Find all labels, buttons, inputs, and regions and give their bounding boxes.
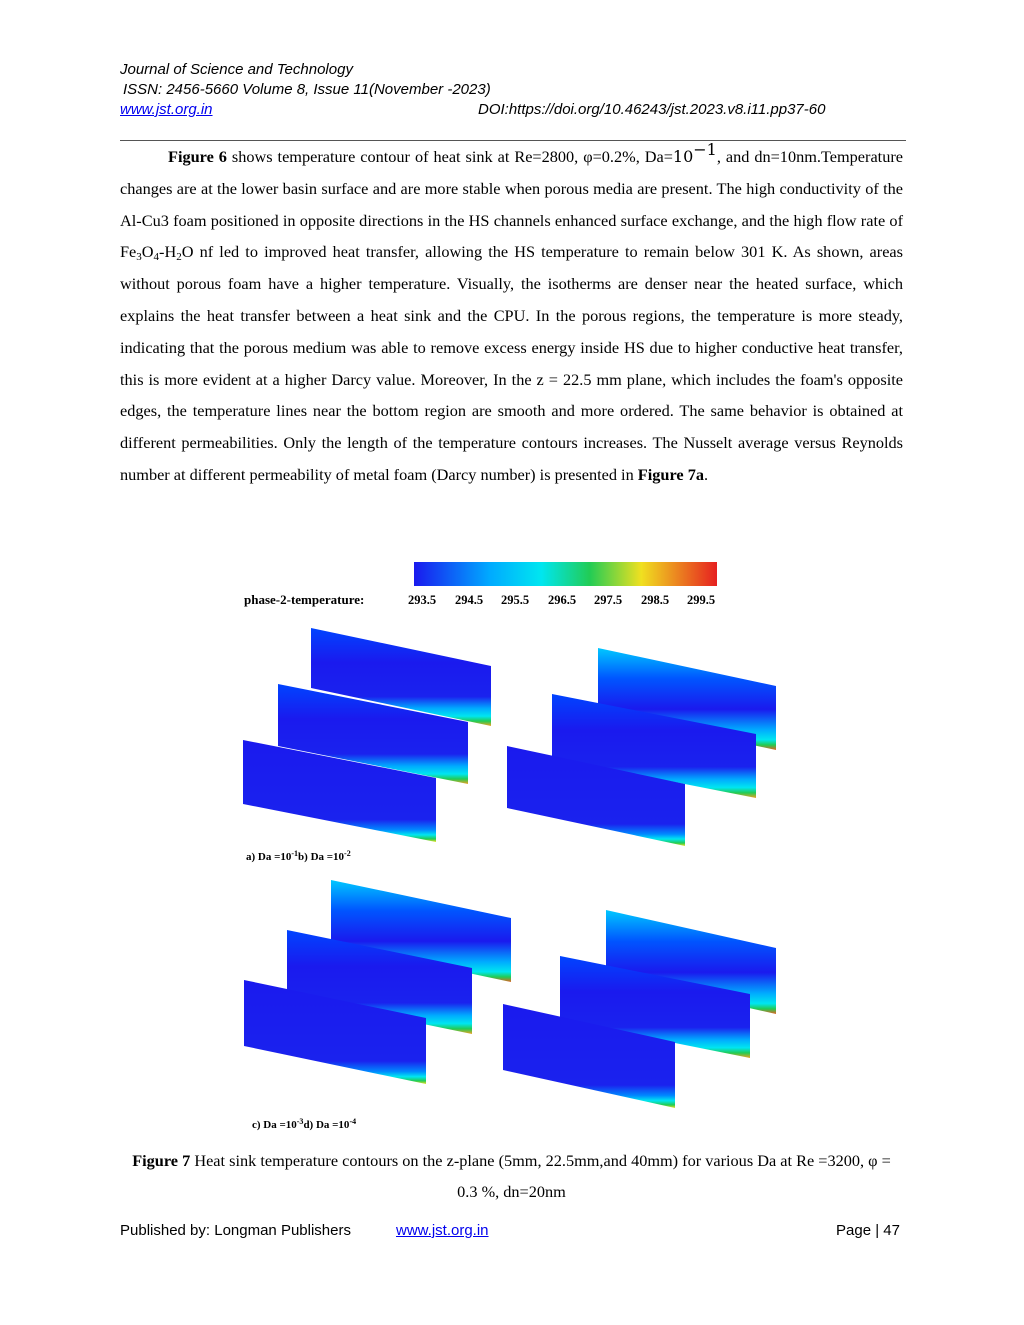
label-panel-ab: a) $Da =10^{-1}b$) $Da =10^{-2}$	[246, 849, 351, 863]
caption-figure-ref: Figure 7	[132, 1151, 191, 1170]
doi-text: DOI:https://doi.org/10.46243/jst.2023.v8.i11.pp37-60	[478, 101, 826, 118]
legend-tick: 293.5	[408, 593, 437, 607]
figure-7a-reference: Figure 7a	[637, 464, 704, 484]
caption-text: Heat sink temperature contours on the z-plane (5mm, 22.5mm,and 40mm) for various Da at Re =3200, φ = 0.3 %, dn=20nm	[190, 1151, 891, 1201]
legend-tick: 297.5	[594, 593, 623, 607]
publisher: Published by: Longman Publishers	[120, 1222, 351, 1239]
journal-website-link[interactable]: www.jst.org.in	[120, 101, 213, 118]
paragraph-text-1: shows temperature contour of heat sink at Re=2800, φ=0.2%, Da=	[226, 147, 673, 166]
page-number: Page | 47	[836, 1222, 900, 1239]
figure-6-reference: Figure 6	[168, 147, 227, 166]
footer-website-link[interactable]: www.jst.org.in	[396, 1222, 489, 1239]
legend-tick: 295.5	[501, 593, 530, 607]
legend-tick: 298.5	[641, 593, 670, 607]
journal-name: Journal of Science and Technology	[120, 61, 353, 78]
temperature-contour-figure	[236, 558, 776, 1133]
label-panel-cd: c) $Da =10^{-3}d$) $Da =10^{-4}$	[252, 1117, 357, 1131]
legend-tick: 299.5	[687, 593, 716, 607]
legend-title: phase-2-temperature:	[244, 592, 365, 607]
legend-tick: 296.5	[548, 593, 577, 607]
darcy-value: 10	[672, 147, 694, 166]
contour-panel-a	[243, 628, 491, 842]
paragraph-end: .	[703, 464, 709, 484]
formula-o: O	[141, 242, 154, 262]
color-legend-bar	[414, 562, 717, 586]
subscript-3: 3	[136, 251, 142, 264]
page-footer	[120, 1222, 900, 1244]
contour-panel-c	[244, 880, 511, 1084]
paragraph-text-2: , and dn=10nm.Temperature changes are at the lower basin surface and are more stable when porous media are present. The high conductivity of the Al-Cu3 foam positioned in opposite directions in the HS channels enhanced surface exchange, and the high flow rate of Fe	[120, 147, 903, 262]
darcy-exponent: −1	[693, 140, 717, 159]
legend-ticks	[408, 593, 715, 607]
legend-tick: 294.5	[455, 593, 484, 607]
contour-panel-d	[503, 910, 776, 1108]
formula-h: -H	[159, 242, 177, 262]
subscript-4: 4	[153, 251, 160, 264]
subscript-2: 2	[176, 251, 182, 264]
paragraph-text-3: O nf led to improved heat transfer, allowing the HS temperature to remain below 301 K. As shown, areas without porous foam have a higher temperature. Visually, the isotherms are denser near the heated surface, which explains the heat transfer between a heat sink and the CPU. In the porous regions, the temperature is more steady, indicating that the porous medium was able to remove excess energy inside HS due to higher conductive heat transfer, this is more evident at a higher Darcy value. Moreover, In the z = 22.5 mm plane, which includes the foam's opposite edges, the temperature lines near the bottom region are smooth and more ordered. The same behavior is obtained at different permeabilities. Only the length of the temperature contours increases. The Nusselt average versus Reynolds number at different permeability of metal foam (Darcy number) is presented in	[120, 242, 903, 484]
issn-line: ISSN: 2456-5660 Volume 8, Issue 11(November -2023)	[123, 81, 491, 98]
contour-panel-b	[507, 648, 776, 846]
page-header	[120, 60, 910, 120]
figure-caption	[120, 1145, 903, 1207]
body-paragraph	[120, 141, 903, 491]
